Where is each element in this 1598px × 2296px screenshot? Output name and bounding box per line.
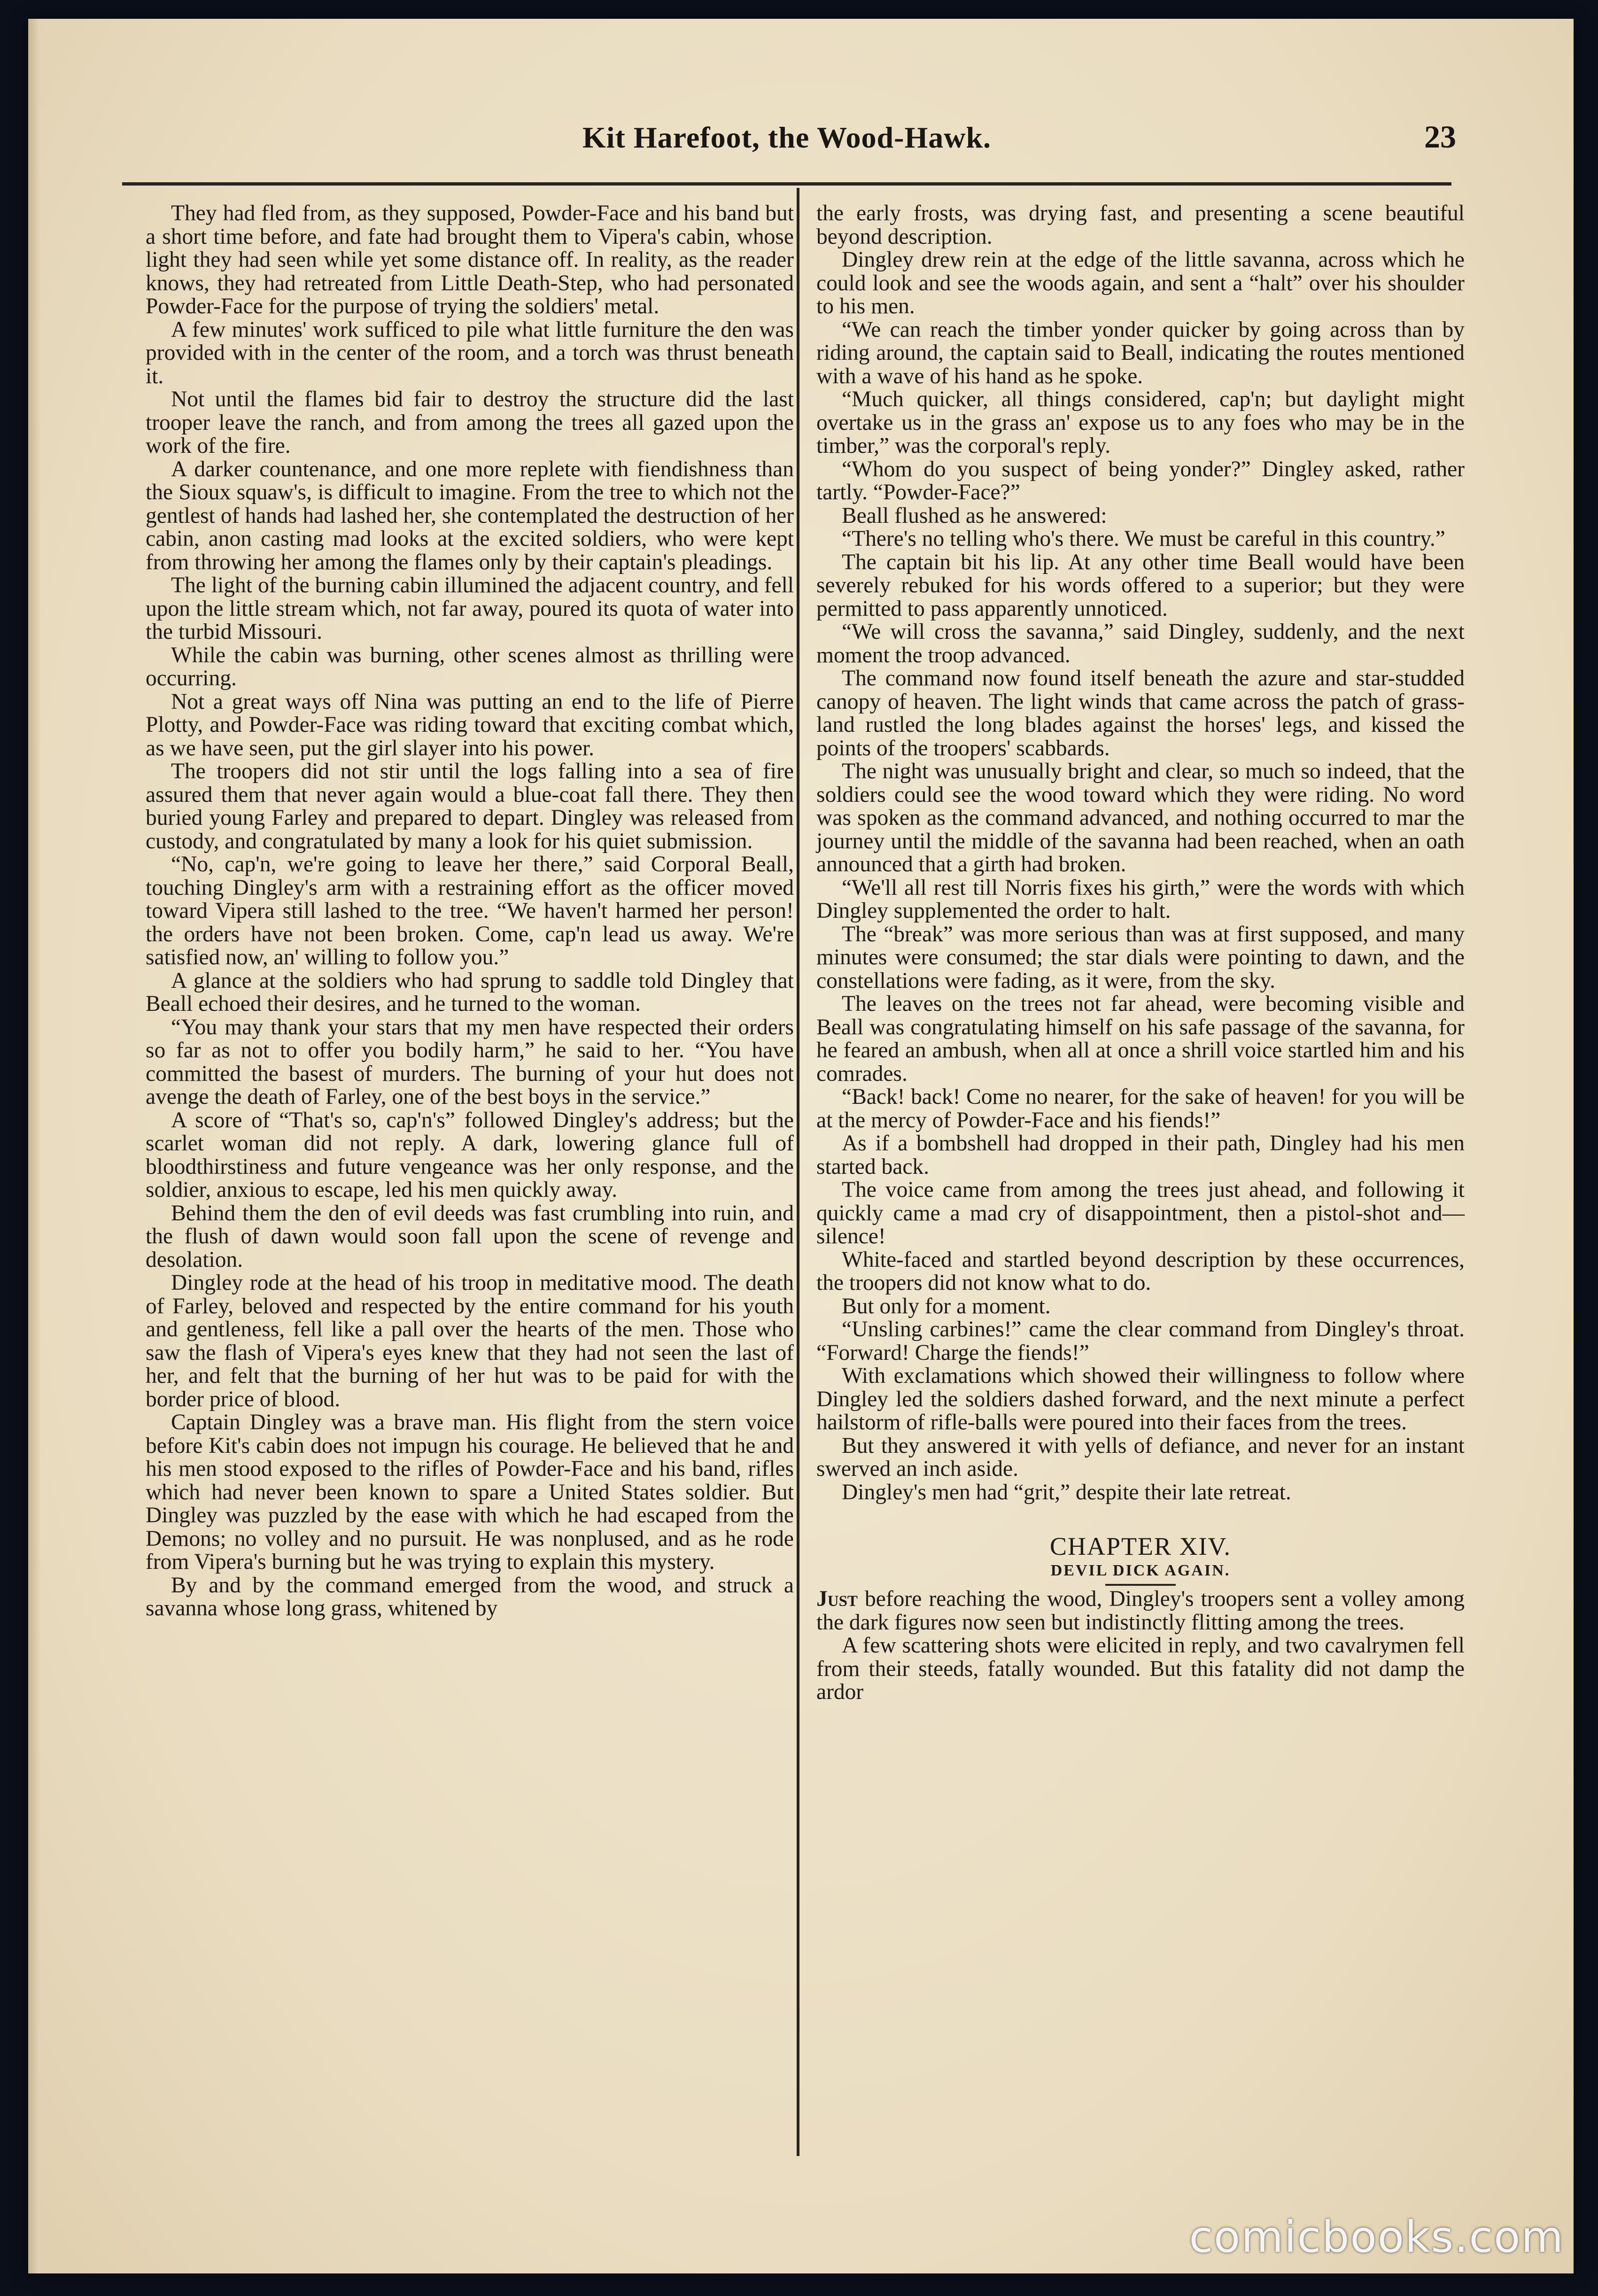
paragraph: The leaves on the trees not far ahead, were becoming visible and Beall was congratulating himself on his safe passage of the savanna, for he feared an ambush, when all at once a shrill voice startled him and his comrades. <box>816 992 1465 1086</box>
chapter-rule <box>1105 1584 1176 1586</box>
paragraph: “We'll all rest till Norris fixes his girth,” were the words with which Dingley supplemented the order to halt. <box>816 875 1465 923</box>
page-spine-shadow <box>28 19 39 2273</box>
paragraph: The troopers did not stir until the logs falling into a sea of fire assured them that never again would a blue-coat fall there. They then buried young Farley and prepared to depart. Dingley was released from custody, and congratulated by many a look for his quiet submission. <box>146 759 794 853</box>
paragraph: “You may thank your stars that my men have respected their orders so far as not to offer you bodily harm,” he said to her. “You have committed the basest of murders. The burning of your hut does not avenge the death of Farley, one of the best boys in the service.” <box>146 1015 794 1109</box>
paragraph: “We can reach the timber yonder quicker by going across than by riding around, the captain said to Beall, indicating the routes mentioned with a wave of his hand as he spoke. <box>816 317 1465 388</box>
paragraph: The command now found itself beneath the azure and star-studded canopy of heaven. The light winds that came across the patch of grass-land rustled the long blades against the horses' legs, and kissed the points of the troopers' scabbards. <box>816 666 1465 760</box>
running-title: Kit Harefoot, the Wood-Hawk. <box>582 121 992 154</box>
paragraph: With exclamations which showed their willingness to follow where Dingley led the soldiers dashed forward, and the next minute a perfect hailstorm of rifle-balls were poured into their faces from the trees. <box>816 1364 1465 1435</box>
paragraph: By and by the command emerged from the wood, and struck a savanna whose long grass, whitened by <box>146 1573 794 1621</box>
page-number: 23 <box>1424 119 1456 155</box>
paragraph: Captain Dingley was a brave man. His flight from the stern voice before Kit's cabin does not impugn his courage. He believed that he and his men stood exposed to the rifles of Powder-Face and his band, rifles which had never been known to spare a United States soldier. But Dingley was puzzled by the ease with which he had escaped from the Demons; no volley and no pursuit. He was nonplused, and as he rode from Vipera's burning but he was trying to explain this mystery. <box>146 1410 794 1574</box>
paragraph: Behind them the den of evil deeds was fast crumbling into ruin, and the flush of dawn would soon fall upon the scene of revenge and desolation. <box>146 1201 794 1272</box>
left-column <box>146 202 794 1621</box>
paragraph: “There's no telling who's there. We must be careful in this country.” <box>842 527 1445 551</box>
paragraph: “Back! back! Come no nearer, for the sake of heaven! for you will be at the mercy of Powder-Face and his fiends!” <box>816 1085 1465 1132</box>
running-header <box>122 108 1456 164</box>
paragraph: Not a great ways off Nina was putting an end to the life of Pierre Plotty, and Powder-Face was riding toward that exciting combat which, as we have seen, put the girl slayer into his power. <box>146 689 794 760</box>
paragraph: A few minutes' work sufficed to pile what little furniture the den was provided with in the center of the room, and a torch was thrust beneath it. <box>146 317 794 388</box>
chapter-body <box>816 1588 1465 1704</box>
paragraph: White-faced and startled beyond description by these occurrences, the troopers did not know what to do. <box>816 1247 1465 1295</box>
chapter-title: CHAPTER XIV. <box>1049 1532 1232 1560</box>
paragraph: Beall flushed as he answered: <box>842 503 1107 528</box>
paragraph: But only for a moment. <box>842 1294 1051 1319</box>
paragraph: Dingley rode at the head of his troop in meditative mood. The death of Farley, beloved and respected by the entire command for his youth and gentleness, fell like a pall over the hearts of the men. Those who saw the flash of Vipera's eyes knew that they had not seen the last of her, and felt that the burning of her hut was to be paid for with the border price of blood. <box>146 1271 794 1412</box>
column-divider <box>797 188 799 2156</box>
paragraph: “No, cap'n, we're going to leave her there,” said Corporal Beall, touching Dingley's arm with a restraining effort as the officer moved toward Vipera still lashed to the tree. “We haven't harmed her person! the orders have not been broken. Come, cap'n lead us away. We're satisfied now, an' willing to follow you.” <box>146 852 794 970</box>
paragraph: While the cabin was burning, other scenes almost as thrilling were occurring. <box>146 643 794 690</box>
paragraph: Dingley's men had “grit,” despite their late retreat. <box>842 1480 1291 1505</box>
paragraph: “Whom do you suspect of being yonder?” Dingley asked, rather tartly. “Powder-Face?” <box>816 457 1465 504</box>
paragraph: As if a bombshell had dropped in their path, Dingley had his men started back. <box>816 1131 1465 1179</box>
paragraph: “Much quicker, all things considered, cap'n; but daylight might overtake us in the grass an' expose us to any foes who may be in the timber,” was the corporal's reply. <box>816 387 1465 458</box>
paragraph: A score of “That's so, cap'n's” followed Dingley's address; but the scarlet woman did not reply. A dark, lowering glance full of bloodthirstiness and future vengeance was her only response, and the soldier, anxious to escape, led his men quickly away. <box>146 1108 794 1202</box>
paragraph: Not until the flames bid fair to destroy the structure did the last trooper leave the ranch, and from among the trees all gazed upon the work of the fire. <box>146 387 794 458</box>
paragraph: The light of the burning cabin illumined the adjacent country, and fell upon the little stream which, not far away, poured its quota of water into the turbid Missouri. <box>146 573 794 644</box>
paragraph: The captain bit his lip. At any other time Beall would have been severely rebuked for his words offered to a superior; but they were permitted to pass apparently unnoticed. <box>816 550 1465 621</box>
paragraph: A few scattering shots were elicited in reply, and two cavalrymen fell from their steeds, fatally wounded. But this fatality did not damp the ardor <box>816 1633 1465 1704</box>
paragraph: the early frosts, was drying fast, and presenting a scene beautiful beyond description. <box>816 201 1465 249</box>
paragraph: The “break” was more serious than was at first supposed, and many minutes were consumed; the star dials were pointing to dawn, and the constellations were fading, as it were, from the sky. <box>816 922 1465 993</box>
paragraph <box>816 1588 1465 1634</box>
paragraph-text: before reaching the wood, Dingley's troopers sent a volley among the dark figures now seen but indistinctly flitting among the trees. <box>816 1587 1465 1635</box>
paragraph: “Unsling carbines!” came the clear command from Dingley's throat. “Forward! Charge the fiends!” <box>816 1317 1465 1365</box>
paragraph: A glance at the soldiers who had sprung to saddle told Dingley that Beall echoed their desires, and he turned to the woman. <box>146 968 794 1016</box>
paragraph: The voice came from among the trees just ahead, and following it quickly came a mad cry of disappointment, then a pistol-shot and—silence! <box>816 1178 1465 1249</box>
header-rule <box>122 182 1451 186</box>
paragraph: But they answered it with yells of defiance, and never for an instant swerved an inch aside. <box>816 1433 1465 1481</box>
right-column <box>816 202 1465 1704</box>
paragraph: “We will cross the savanna,” said Dingley, suddenly, and the next moment the troop advanced. <box>816 620 1465 667</box>
paragraph: The night was unusually bright and clear, so much so indeed, that the soldiers could see the wood toward which they were riding. No word was spoken as the command advanced, and nothing occurred to mar the journey until the middle of the savanna had been reached, when an oath announced that a girth had broken. <box>816 759 1465 877</box>
paragraph: Dingley drew rein at the edge of the little savanna, across which he could look and see the woods again, and sent a “halt” over his shoulder to his men. <box>816 248 1465 318</box>
right-column-body <box>816 202 1465 1504</box>
site-watermark: comicbooks.com <box>1189 2212 1564 2262</box>
paragraph: They had fled from, as they supposed, Powder-Face and his band but a short time before, and fate had brought them to Vipera's cabin, whose light they had seen while yet some distance off. In reality, as the reader knows, they had retreated from Little Death-Step, who had personated Powder-Face for the purpose of trying the soldiers' metal. <box>146 201 794 318</box>
paragraph: A darker countenance, and one more replete with fiendishness than the Sioux squaw's, is difficult to imagine. From the tree to which not the gentlest of hands had lashed her, she contemplated the destruction of her cabin, anon casting mad looks at the excited soldiers, who were kept from throwing her among the flames only by their captain's pleadings. <box>146 457 794 574</box>
chapter-lead-word: Just <box>816 1587 858 1611</box>
chapter-subtitle: DEVIL DICK AGAIN. <box>1050 1562 1231 1579</box>
